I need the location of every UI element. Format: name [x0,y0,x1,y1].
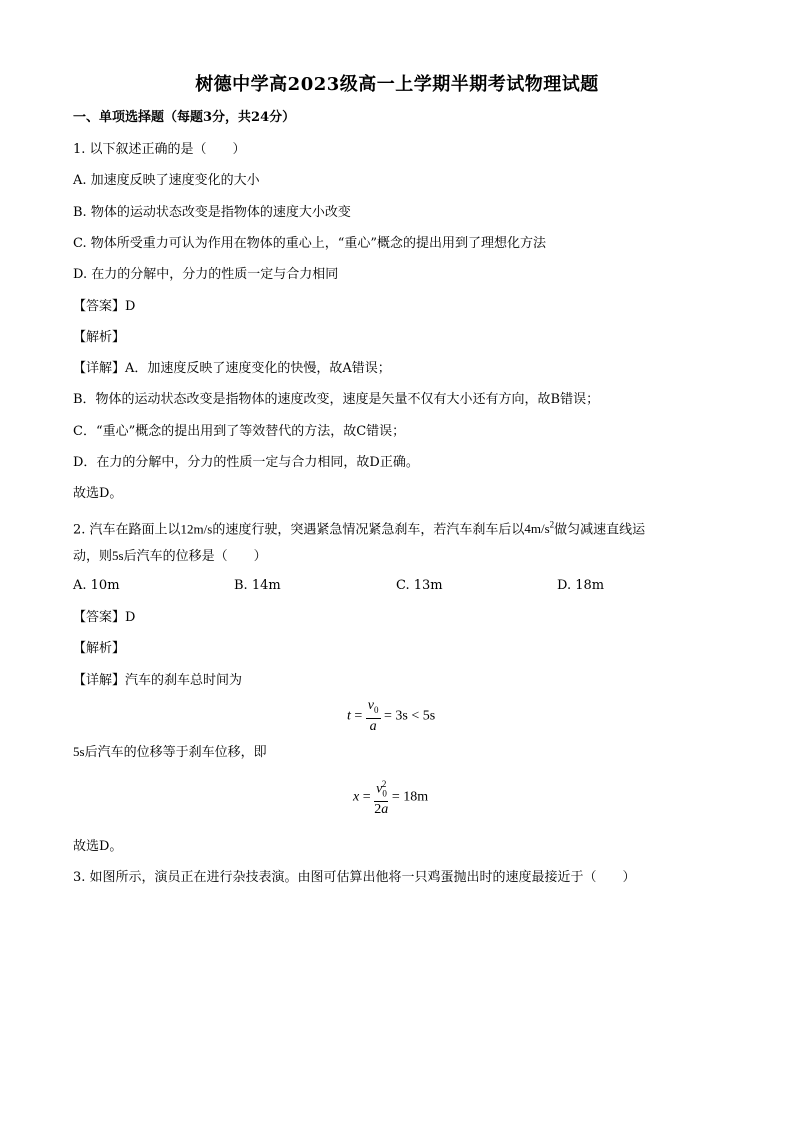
page-title: 树德中学高2023级高一上学期半期考试物理试题 [195,74,599,95]
q2-speed: 12m/s [180,521,213,537]
q1-detail-b: B．物体的运动状态改变是指物体的速度改变，速度是矢量不仅有大小还有方向，故B错误； [73,392,600,407]
q2-stem-text: 的速度行驶，突遇紧急情况紧急刹车，若汽车刹车后以 [212,522,525,538]
q1-stem: 1. 以下叙述正确的是（ ） [73,142,246,157]
q2-mid-text: 5s后汽车的位移等于刹车位移，即 [73,744,267,760]
q1-detail-a: 【详解】A．加速度反映了速度变化的快慢，故A错误； [73,361,391,376]
q3-stem: 3. 如图所示，演员正在进行杂技表演。由图可估算出他将一只鸡蛋抛出时的速度最接近于（ ） [73,870,636,885]
section-heading: 一、单项选择题（每题3分，共24分） [73,110,296,125]
q1-analysis-label: 【解析】 [73,330,126,345]
q2-time: 5s [112,548,124,563]
q1-option-a: A. 加速度反映了速度变化的大小 [73,173,260,188]
q2-answer: 【答案】D [73,610,136,625]
q1-option-c: C. 物体所受重力可认为作用在物体的重心上，“重心”概念的提出用到了理想化方法 [73,236,547,251]
q2-stem-text: 动，则 [73,549,113,564]
q2-stem-text: 做匀减速直线运 [554,522,646,538]
q2-stem-line1 [73,516,645,539]
q2-option-a: A. 10m [73,578,120,593]
formula-braking-time: t = $\frac{v_0}{a}$ = 3s < 5s [347,698,436,734]
q2-acceleration: $4m/s^2$ [524,520,555,537]
formula-displacement: x = $\frac{v_0^2}{2a}$ = 18m [353,776,428,818]
q2-stem-text: 2. 汽车在路面上以 [73,522,181,538]
q2-stem-line2 [73,547,267,566]
q2-option-c: C. 13m [396,578,443,593]
q1-answer: 【答案】D [73,299,136,314]
q1-option-b: B. 物体的运动状态改变是指物体的速度大小改变 [73,205,351,220]
fraction: $\frac{v_0^2}{2a}$ [374,776,388,818]
q2-option-b: B. 14m [234,578,281,593]
fraction: $\frac{v_0}{a}$ [367,698,379,734]
q1-option-d: D. 在力的分解中，分力的性质一定与合力相同 [73,267,339,282]
q1-detail-d: D．在力的分解中，分力的性质一定与合力相同，故D正确。 [73,455,419,470]
q2-stem-text: 后汽车的位移是（ ） [123,549,267,564]
q1-conclusion: 故选D。 [73,486,123,501]
q2-analysis-label: 【解析】 [73,641,126,656]
q2-option-d: D. 18m [557,578,605,593]
q2-conclusion: 故选D。 [73,839,123,854]
q1-detail-c: C．“重心”概念的提出用到了等效替代的方法，故C错误； [73,424,406,439]
q2-detail: 【详解】汽车的刹车总时间为 [73,673,243,688]
